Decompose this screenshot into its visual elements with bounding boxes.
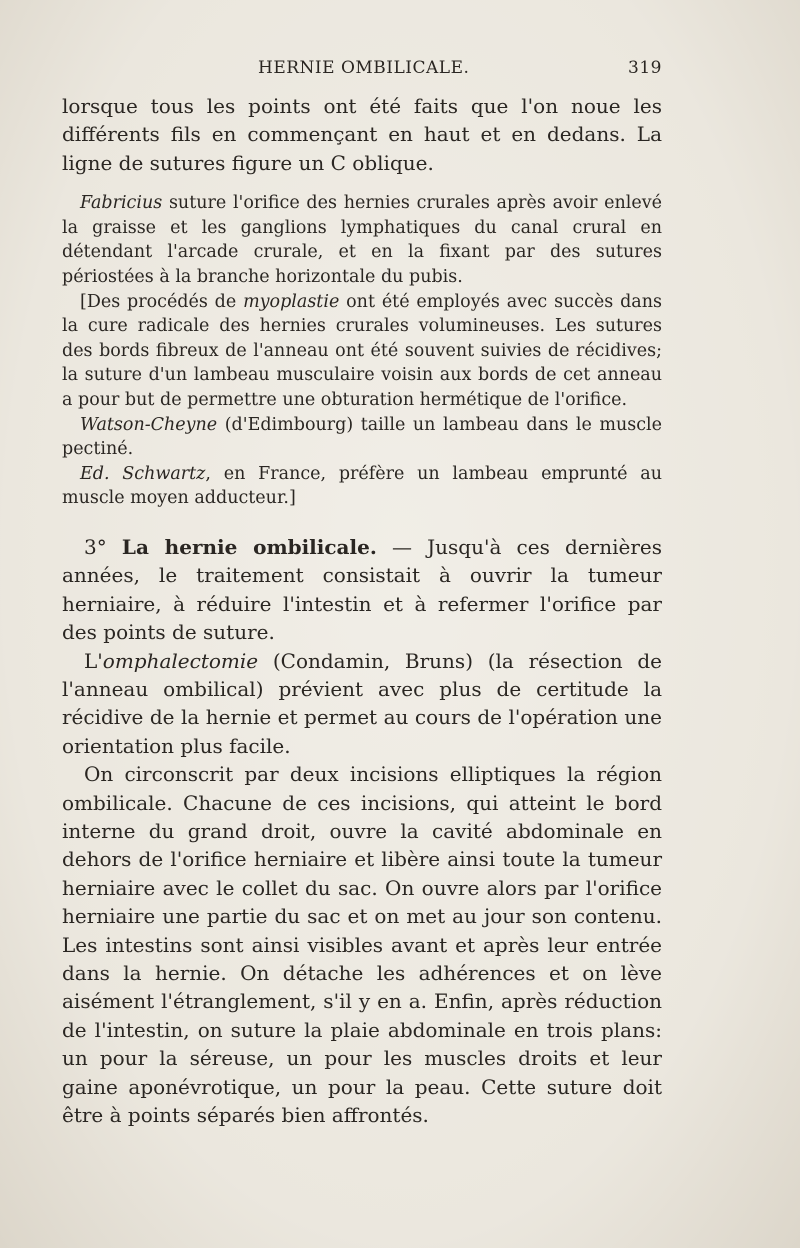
running-header xyxy=(62,58,662,84)
watson-cheyne-paragraph: Watson-Cheyne (d'Edimbourg) taille un lambeau dans le muscle pectiné. xyxy=(62,414,662,460)
author-name: Watson-Cheyne xyxy=(80,414,218,435)
running-title: HERNIE OMBILICALE. xyxy=(258,58,470,78)
page-body xyxy=(62,92,662,1129)
ombilicale-heading-paragraph: 3° La hernie ombilicale. — Jusqu'à ces dernières années, le traitement consistait à ouvrir la tumeur herniaire, à réduire l'intestin et à refermer l'orifice par des points de suture. xyxy=(62,534,662,645)
procedure-paragraph: On circonscrit par deux incisions elliptiques la région ombilicale. Chacune de ces incisions, qui atteint le bord interne du grand droit, ouvre la cavité abdominale en dehors de l'orifice herniaire et libère ainsi toute la tumeur herniaire avec le collet du sac. On ouvre alors par l'orifice herniaire une partie du sac et on met au jour son contenu. Les intestins sont ainsi visibles avant et après leur entrée dans la hernie. On détache les adhérences et on lève aisément l'étranglement, s'il y en a. Enfin, après réduction de l'intestin, on suture la plaie abdominale en trois plans: un pour la séreuse, un pour les muscles droits et leur gaine aponévrotique, un pour la peau. Cette suture doit être à points séparés bien affrontés. xyxy=(62,762,662,1128)
term: omphalectomie xyxy=(102,648,259,673)
fabricius-paragraph: Fabricius suture l'orifice des hernies crurales après avoir enlevé la graisse et les ganglions lymphatiques du canal crural en détendant l'arcade crurale, et en la fixant par des sutures périostées à la branche horizontale du pubis. xyxy=(62,193,662,287)
section-number: 3° xyxy=(84,534,122,559)
section-heading: La hernie ombilicale. xyxy=(121,534,377,559)
author-name: Ed. Schwartz xyxy=(80,463,206,484)
page-number: 319 xyxy=(628,58,662,78)
intro-paragraph: lorsque tous les points ont été faits que l'on noue les différents fils en commençant en haut et en dedans. La ligne de sutures figure un C oblique. xyxy=(62,94,662,175)
myoplastie-paragraph: [Des procédés de myoplastie ont été employés avec succès dans la cure radicale des hernies crurales volumineuses. Les sutures des bords fibreux de l'anneau ont été souvent suivies de récidives; la suture d'un lambeau musculaire voisin aux bords de cet anneau a pour but de permettre une obturation hermétique de l'orifice. xyxy=(62,291,662,410)
ombilicale-section xyxy=(62,533,662,1130)
crural-section xyxy=(62,191,662,511)
omphalectomie-paragraph: L'omphalectomie (Condamin, Bruns) (la résection de l'anneau ombilical) prévient avec plus de certitude la récidive de la hernie et permet au cours de l'opération une orientation plus facile. xyxy=(62,648,662,758)
term: myoplastie xyxy=(243,291,340,312)
intro-section xyxy=(62,92,662,177)
author-name: Fabricius xyxy=(80,193,163,214)
schwartz-paragraph: Ed. Schwartz, en France, préfère un lambeau emprunté au muscle moyen adducteur.] xyxy=(62,463,662,509)
